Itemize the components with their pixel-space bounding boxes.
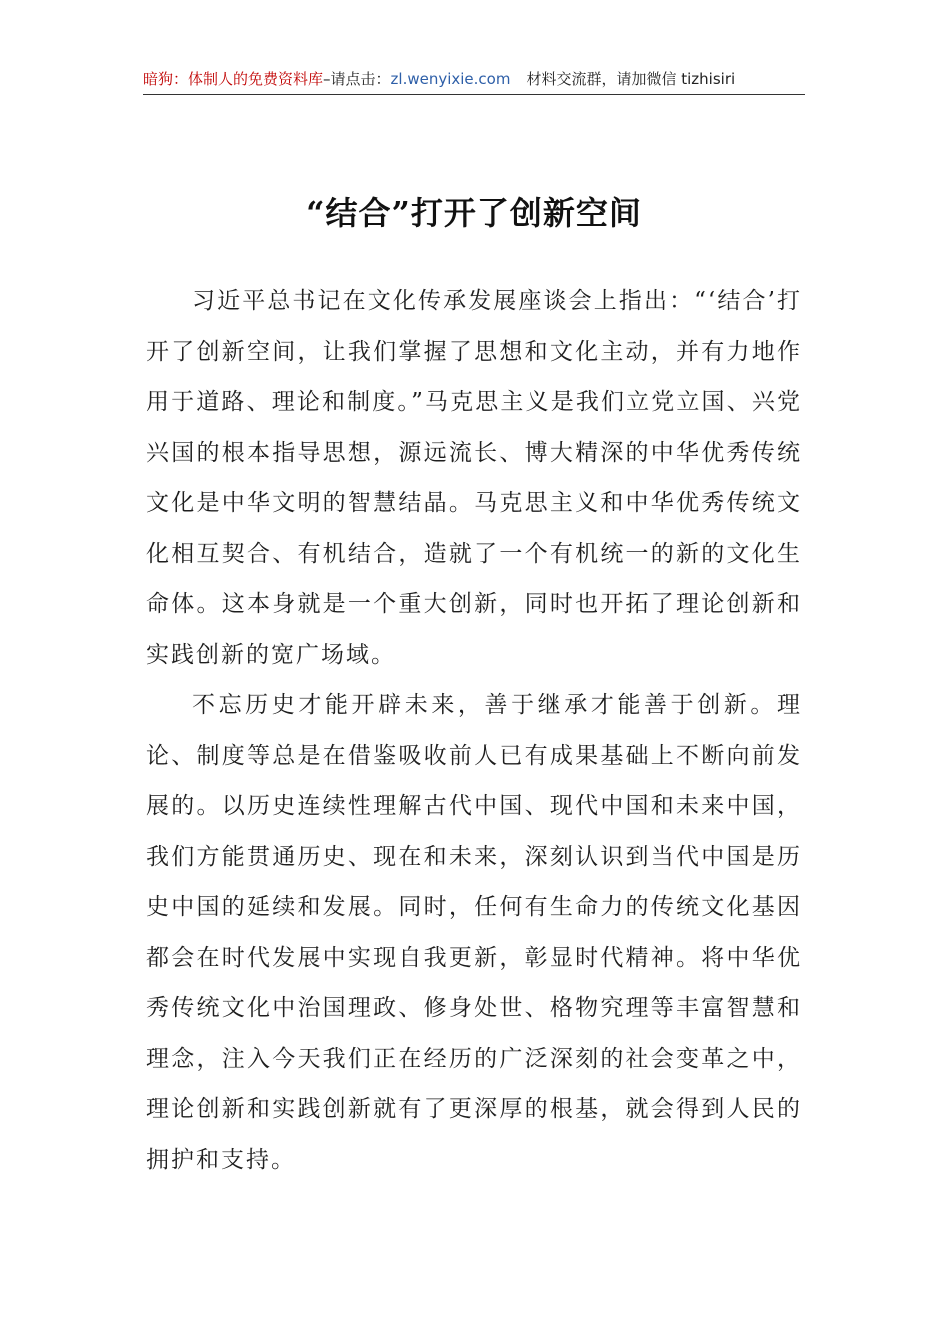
- paragraph-2: 不忘历史才能开辟未来，善于继承才能善于创新。理论、制度等总是在借鉴吸收前人已有成果基础上不断向前发展的。以历史连续性理解古代中国、现代中国和未来中国，我们方能贯通历史、现在和未来，深刻认识到当代中国是历史中国的延续和发展。同时，任何有生命力的传统文化基因都会在时代发展中实现自我更新，彰显时代精神。将中华优秀传统文化中治国理政、修身处世、格物究理等丰富智慧和理念，注入今天我们正在经历的广泛深刻的社会变革之中，理论创新和实践创新就有了更深厚的根基，就会得到人民的拥护和支持。: [146, 692, 802, 1173]
- header-link[interactable]: zl.wenyixie.com: [390, 70, 511, 88]
- paragraph-1: 习近平总书记在文化传承发展座谈会上指出：“‘结合’打开了创新空间，让我们掌握了思想和文化主动，并有力地作用于道路、理论和制度。”马克思主义是我们立党立国、兴党兴国的根本指导思想，源远流长、博大精深的中华优秀传统文化是中华文明的智慧结晶。马克思主义和中华优秀传统文化相互契合、有机结合，造就了一个有机统一的新的文化生命体。这本身就是一个重大创新，同时也开拓了理论创新和实践创新的宽广场域。: [146, 288, 802, 668]
- article-body: [146, 276, 802, 1185]
- header-group-note: 材料交流群，请加微信 tizhisiri: [526, 70, 736, 88]
- header-click-prompt: –请点击：: [323, 70, 391, 88]
- page-header: [143, 64, 805, 95]
- article-title: “结合”打开了创新空间: [306, 194, 642, 233]
- header-site-name: 暗狗：体制人的免费资料库: [143, 70, 324, 88]
